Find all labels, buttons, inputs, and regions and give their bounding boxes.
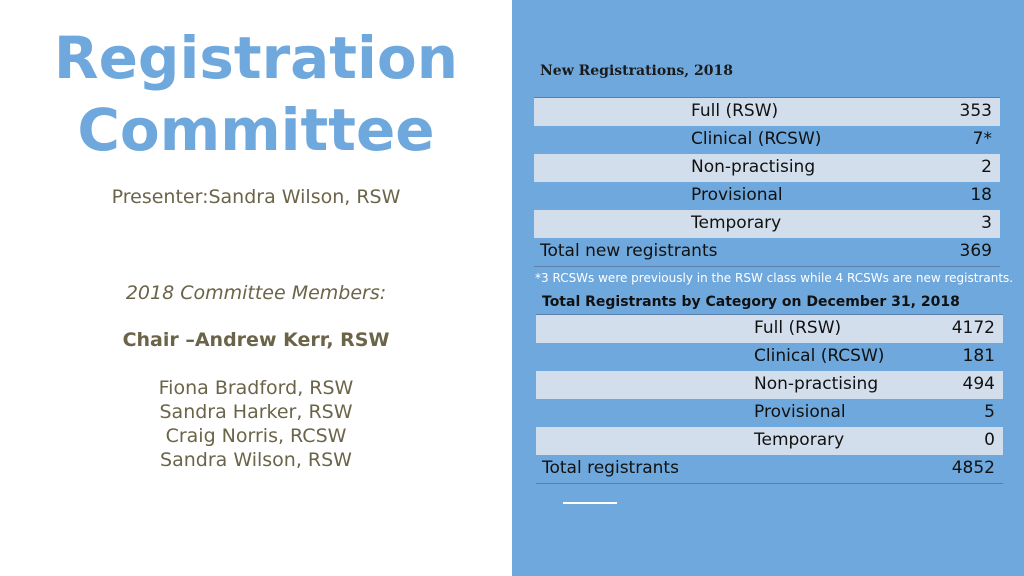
footnote: *3 RCSWs were previously in the RSW class while 4 RCSWs are new registrants.	[535, 271, 1014, 285]
member-item: Sandra Wilson, RSW	[160, 449, 352, 471]
title-line-2: Committee	[77, 96, 435, 164]
row-label: Temporary	[754, 430, 845, 450]
table-row	[536, 399, 1003, 427]
member-item: Craig Norris, RCSW	[165, 425, 347, 447]
table-row	[534, 210, 1000, 238]
total-label: Total registrants	[542, 458, 679, 478]
table-row	[536, 427, 1003, 455]
row-label: Clinical (RCSW)	[691, 129, 822, 149]
row-label: Full (RSW)	[691, 101, 779, 121]
chair-text: Chair –Andrew Kerr, RSW	[122, 329, 390, 351]
row-value: 7*	[972, 129, 992, 149]
slide-title	[0, 22, 512, 166]
table-row	[536, 371, 1003, 399]
members-list	[0, 376, 512, 472]
total-label: Total new registrants	[540, 241, 718, 261]
new-registrations-title: New Registrations, 2018	[540, 63, 733, 79]
row-label: Temporary	[691, 213, 782, 233]
title-line-1: Registration	[53, 24, 459, 92]
row-label: Full (RSW)	[754, 318, 842, 338]
row-value: 3	[981, 213, 992, 233]
row-label: Provisional	[754, 402, 846, 422]
total-value: 4852	[951, 458, 995, 478]
row-value: 4172	[951, 318, 995, 338]
new-registrations-table	[534, 97, 1000, 267]
table-row	[534, 98, 1000, 126]
table-row	[536, 315, 1003, 343]
row-value: 494	[962, 374, 995, 394]
table-row	[534, 182, 1000, 210]
row-value: 0	[984, 430, 995, 450]
table-row	[534, 126, 1000, 154]
total-row	[536, 455, 1003, 484]
decorative-line	[563, 502, 617, 504]
presenter-text: Presenter:Sandra Wilson, RSW	[111, 186, 401, 208]
row-label: Non-practising	[691, 157, 816, 177]
total-registrants-title: Total Registrants by Category on December 31, 2018	[542, 294, 960, 310]
total-value: 369	[959, 241, 992, 261]
row-label: Provisional	[691, 185, 783, 205]
row-value: 181	[962, 346, 995, 366]
row-value: 5	[984, 402, 995, 422]
member-item: Fiona Bradford, RSW	[158, 377, 354, 399]
members-heading: 2018 Committee Members:	[125, 282, 387, 304]
row-label: Non-practising	[754, 374, 879, 394]
total-registrants-table	[536, 314, 1003, 484]
table-row	[536, 343, 1003, 371]
row-value: 2	[981, 157, 992, 177]
total-row	[534, 238, 1000, 267]
table-row	[534, 154, 1000, 182]
member-item: Sandra Harker, RSW	[159, 401, 353, 423]
row-value: 18	[970, 185, 992, 205]
row-value: 353	[959, 101, 992, 121]
row-label: Clinical (RCSW)	[754, 346, 885, 366]
right-panel	[512, 0, 1024, 576]
